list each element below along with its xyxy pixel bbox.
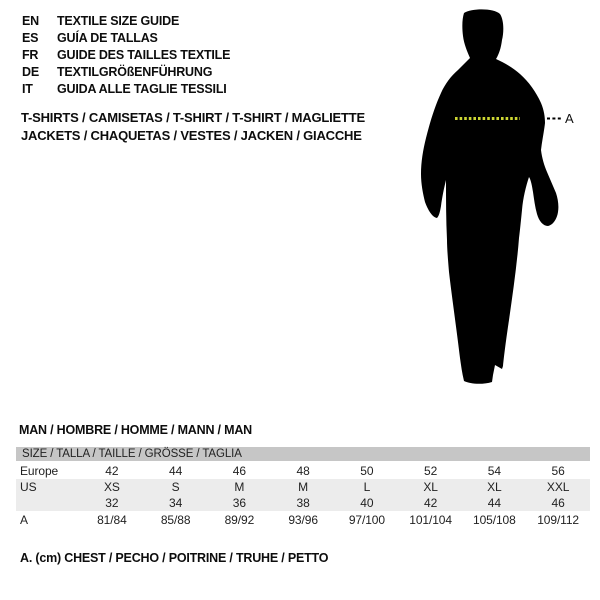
table-cell: 85/88 [160,512,191,527]
table-cell: S [171,480,180,494]
table-cell: M [234,480,245,494]
table-cell: L [363,480,371,494]
table-cell: 36 [232,496,246,510]
table-cell: 48 [296,464,310,478]
garment-lines [21,109,365,145]
table-cell: 52 [424,464,438,478]
language-code: DE [22,64,39,79]
language-row [22,63,230,80]
table-cell: 50 [360,464,374,478]
table-row [16,463,590,479]
table-cell: 46 [232,464,246,478]
table-cell: XL [423,480,438,494]
language-row [22,80,230,97]
table-cell: 105/108 [473,512,516,527]
garment-line: T-SHIRTS / CAMISETAS / T-SHIRT / T-SHIRT / MAGLIETTE [21,110,365,125]
language-list [22,12,230,97]
table-cell: 38 [296,496,310,510]
table-cell: 101/104 [409,512,452,527]
size-guide-figure [415,5,590,395]
man-silhouette [421,9,558,383]
table-cell: XS [103,480,120,494]
table-cell: 54 [487,464,501,478]
language-row [22,29,230,46]
row-label: A [20,512,28,527]
measure-label-a: A [565,111,574,126]
table-cell: 56 [551,464,565,478]
table-row [16,479,590,495]
language-label: GUIDE DES TAILLES TEXTILE [57,47,231,62]
language-code: FR [22,47,39,62]
table-cell: 34 [169,496,183,510]
table-row [16,511,590,528]
table-cell: XXL [546,480,570,494]
row-label: US [20,480,37,494]
size-table-header: SIZE / TALLA / TAILLE / GRÖSSE / TAGLIA [16,447,590,461]
table-cell: 93/96 [288,512,318,527]
table-cell: XL [487,480,502,494]
language-row [22,12,230,29]
table-cell: 42 [105,464,119,478]
table-cell: 42 [424,496,438,510]
table-cell: 32 [105,496,119,510]
measurement-footnote: A. (cm) CHEST / PECHO / POITRINE / TRUHE / PETTO [20,551,329,565]
language-code: ES [22,30,39,45]
row-label: Europe [20,464,59,478]
language-code: IT [22,81,33,96]
table-cell: 97/100 [348,512,385,527]
language-code: EN [22,13,39,28]
garment-line: JACKETS / CHAQUETAS / VESTES / JACKEN / GIACCHE [21,128,362,143]
language-row [22,46,230,63]
section-title: MAN / HOMBRE / HOMME / MANN / MAN [19,423,252,437]
table-row [16,495,590,511]
language-label: TEXTILGRÖßENFÜHRUNG [57,64,213,79]
table-cell: 46 [551,496,565,510]
language-label: GUÍA DE TALLAS [57,30,158,45]
size-table [16,447,590,528]
table-cell: 89/92 [224,512,255,527]
table-cell: 109/112 [537,512,580,527]
table-cell: 44 [169,464,183,478]
table-cell: 40 [360,496,374,510]
size-table-body [16,463,590,528]
language-label: TEXTILE SIZE GUIDE [57,13,180,28]
table-cell: 81/84 [97,512,127,527]
table-cell: M [298,480,309,494]
language-label: GUIDA ALLE TAGLIE TESSILI [57,81,227,96]
table-cell: 44 [487,496,501,510]
